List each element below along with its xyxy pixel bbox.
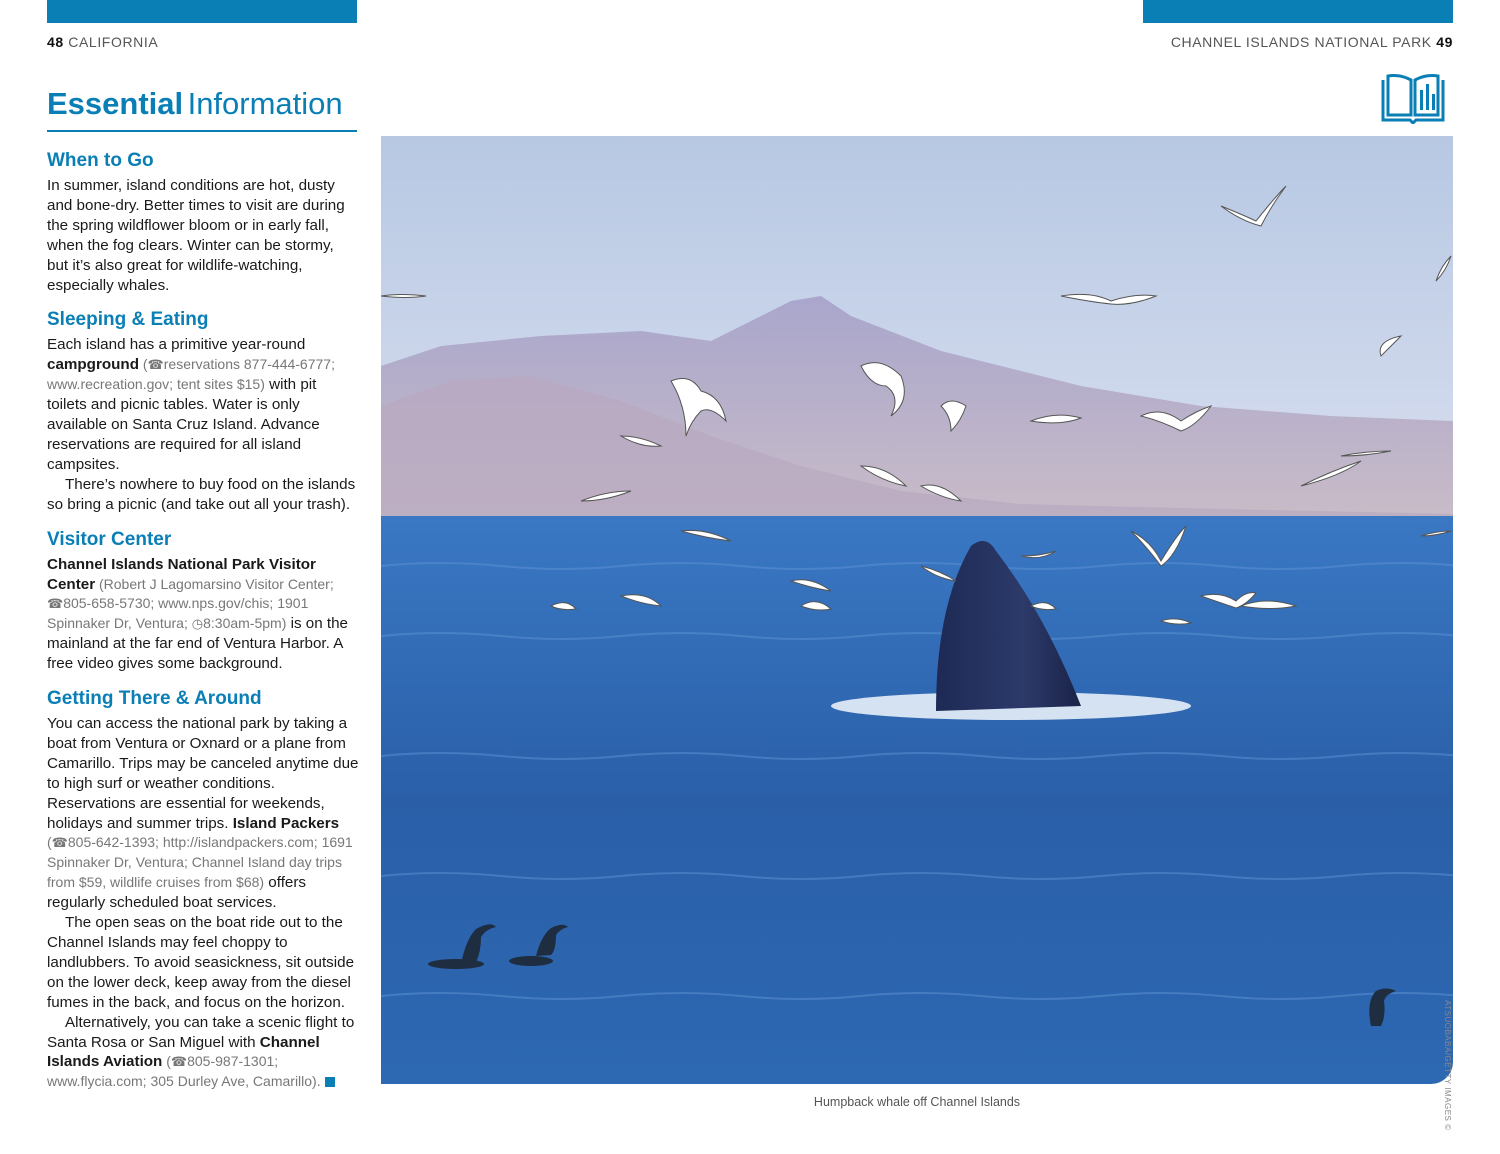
visitor-phone: 805-658-5730; www.nps.gov/chis; 1901 Spinnaker Dr, Ventura;: [47, 595, 309, 632]
top-accent-bar-left: [47, 0, 357, 23]
visitor-hours: 8:30am-5pm): [203, 615, 287, 632]
island-packers-details: 805-642-1393; http://islandpackers.com; 1691 Spinnaker Dr, Ventura; Channel Island day trips from $59, wildlife cruises from $68): [47, 834, 353, 891]
heading-strong: Essential: [47, 86, 184, 121]
section-when-to-go: [47, 150, 359, 295]
running-header-left: [47, 34, 158, 50]
top-accent-bar-right: [1143, 0, 1453, 23]
text-run: (Robert J Lagomarsino Visitor Center;: [95, 575, 334, 592]
text-run: (: [138, 356, 148, 373]
whale-photo: [381, 136, 1453, 1084]
section-heading-sleep: Sleeping & Eating: [47, 309, 209, 331]
phone-icon: ☎: [51, 835, 68, 851]
paragraph-getting-1: [47, 714, 359, 913]
heading-light: Information: [187, 86, 343, 121]
paragraph-getting-2: The open seas on the boat ride out to the Channel Islands may feel choppy to landlubbers. To avoid seasickness, sit outside on the lower deck, keep away from the diesel fumes in the back, and focus on the horizon.: [47, 914, 355, 1011]
text-run: (: [162, 1053, 171, 1070]
text-column: [47, 150, 359, 1106]
text-run: Each island has a primitive year-round: [47, 336, 306, 354]
text-run: You can access the national park by taking a boat from Ventura or Oxnard or a plane from Camarillo. Trips may be canceled anytime due to high surf or weather conditions. Reservations are essential for weekends, holidays and summer trips.: [47, 715, 359, 832]
page-heading: [47, 86, 357, 132]
text-run: with pit toilets and picnic tables. Water is only available on Santa Cruz Island. Advance reservations are required for all island campsites.: [47, 376, 320, 473]
phone-icon: ☎: [170, 1054, 188, 1070]
photo-credit: ATSUOBABA/GETTY IMAGES ©: [1443, 1000, 1452, 1131]
campground-label: campground: [47, 356, 139, 374]
photo-caption: Humpback whale off Channel Islands: [813, 1095, 1021, 1109]
paragraph-when: In summer, island conditions are hot, dusty and bone-dry. Better times to visit are during the spring wildflower bloom or in early fall, when the fog clears. Winter can be stormy, but it’s also great for wildlife-watching, especially whales.: [47, 177, 345, 294]
section-getting-there: [47, 688, 359, 1092]
paragraph-getting-3: [47, 1013, 359, 1093]
section-heading-getting: Getting There & Around: [47, 688, 262, 710]
visitor-center-name: Channel Islands National Park Visitor Center: [47, 555, 316, 593]
section-heading-when: When to Go: [47, 150, 154, 171]
page-number-left: 48: [47, 34, 64, 50]
running-header-right: [1171, 34, 1453, 50]
aviation-details: 805-987-1301; www.flycia.com; 305 Durley Ave, Camarillo).: [47, 1053, 321, 1090]
paragraph-sleep-1: [47, 335, 359, 474]
campground-details: reservations 877-444-6777; www.recreation.gov; tent sites $15): [47, 356, 335, 393]
text-run: offers regularly scheduled boat services.: [47, 874, 307, 912]
section-sleeping-eating: [47, 309, 359, 514]
text-run: Alternatively, you can take a scenic flight to Santa Rosa or San Miguel with: [47, 1013, 355, 1051]
text-run: (: [47, 834, 52, 851]
end-of-article-mark: [325, 1077, 335, 1087]
book-icon: [1380, 72, 1446, 124]
aviation-label: Channel Islands Aviation: [47, 1033, 320, 1071]
section-title: CHANNEL ISLANDS NATIONAL PARK: [1170, 34, 1432, 50]
text-run: is on the mainland at the far end of Ventura Harbor. A free video gives some background.: [47, 615, 349, 673]
paragraph-visitor: [47, 555, 359, 674]
page-number-right: 49: [1436, 34, 1453, 50]
paragraph-sleep-2: There’s nowhere to buy food on the islands so bring a picnic (and take out all your trash).: [47, 475, 356, 513]
section-heading-visitor: Visitor Center: [47, 528, 172, 550]
chapter-title: CALIFORNIA: [68, 34, 159, 50]
photo-illustration: [381, 136, 1453, 1084]
phone-icon: ☎: [47, 596, 64, 612]
clock-icon: ◷: [191, 616, 204, 632]
section-visitor-center: [47, 529, 359, 674]
phone-icon: ☎: [147, 357, 164, 373]
island-packers-label: Island Packers: [232, 814, 340, 832]
